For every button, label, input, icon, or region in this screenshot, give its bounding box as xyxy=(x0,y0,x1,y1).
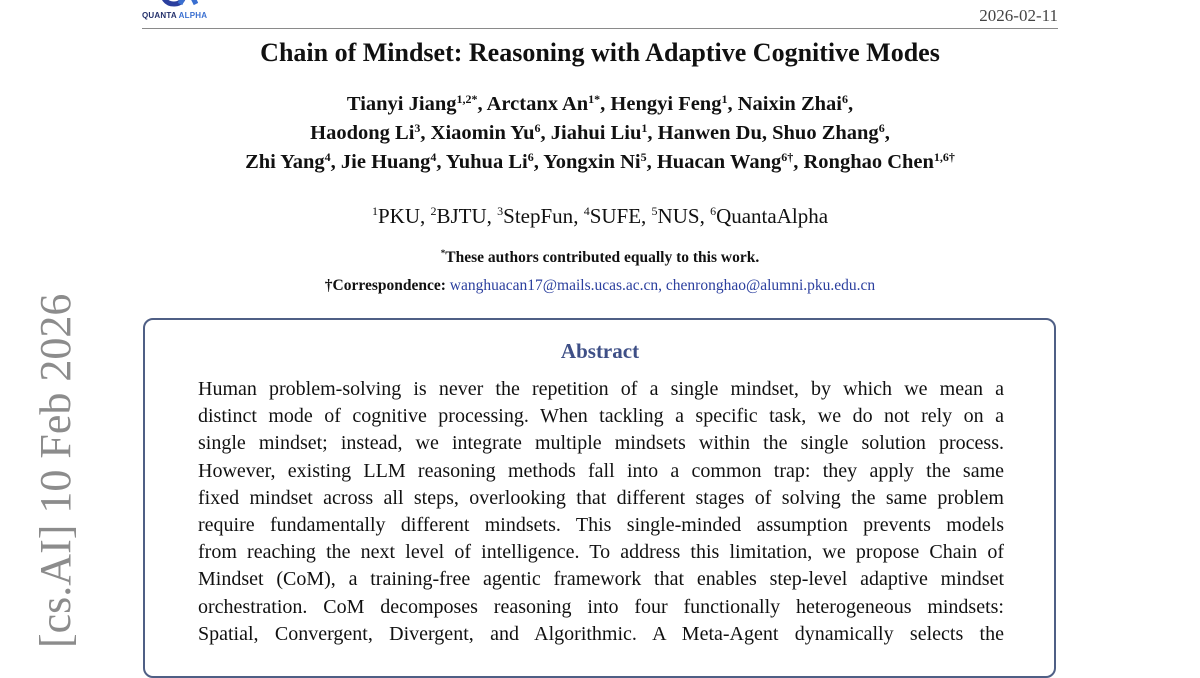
affiliation-name: StepFun xyxy=(503,204,574,228)
author-separator: , xyxy=(884,122,890,144)
author-line xyxy=(0,148,1200,177)
author-separator: , xyxy=(477,93,487,115)
abstract-line: distinct mode of cognitive processing. When tackling a specific task, we do not rely on a xyxy=(198,405,1004,428)
correspondence-emails[interactable]: wanghuacan17@mails.ucas.ac.cn, chenronghao@alumni.pku.edu.cn xyxy=(449,277,876,294)
abstract-line: single mindset; instead, we integrate multiple mindsets within the single solution process. xyxy=(198,432,1004,455)
affiliation-name: QuantaAlpha xyxy=(716,204,829,228)
author-affiliation-mark: 1* xyxy=(588,92,601,106)
author-separator: , xyxy=(847,93,854,115)
abstract-line: Spatial, Convergent, Divergent, and Algorithmic. A Meta-Agent dynamically selects the xyxy=(198,622,1004,645)
author-affiliation-mark: 6 xyxy=(878,121,885,135)
quantaalpha-logo xyxy=(142,0,252,24)
author-separator: , xyxy=(647,122,658,144)
arxiv-margin-stamp: [cs.AI] 10 Feb 2026 xyxy=(31,293,80,648)
author-affiliation-mark: 6 xyxy=(527,150,534,164)
author-name: Hanwen Du xyxy=(657,122,762,144)
author-separator: , xyxy=(330,151,341,173)
correspondence xyxy=(0,277,1200,295)
affiliation-number: 1 xyxy=(371,204,378,218)
author-separator: , xyxy=(646,151,657,173)
author-affiliation-mark: 5 xyxy=(640,150,647,164)
author-affiliation-mark: 6 xyxy=(841,92,848,106)
author-separator: , xyxy=(793,151,804,173)
affiliation-separator: , xyxy=(419,204,431,228)
author-name: Xiaomin Yu xyxy=(430,122,535,144)
author-name: Shuo Zhang xyxy=(772,122,879,144)
author-name: Huacan Wang xyxy=(656,151,782,173)
author-separator: , xyxy=(436,151,446,173)
author-affiliation-mark: 1,2* xyxy=(456,92,478,106)
author-affiliation-mark: 1 xyxy=(641,121,648,135)
abstract-line: Human problem-solving is never the repetition of a single mindset, by which we mean a xyxy=(198,378,1004,400)
affiliation-separator: , xyxy=(486,204,498,228)
author-name: Jie Huang xyxy=(340,151,431,173)
author-list xyxy=(0,90,1200,177)
affiliation-separator: , xyxy=(699,204,711,228)
abstract-line: orchestration. CoM decomposes reasoning into four functionally heterogeneous mindsets: xyxy=(198,595,1004,618)
abstract-line: fixed mindset across all steps, overlooking that different stages of solving the same problem xyxy=(198,486,1004,509)
author-separator: , xyxy=(727,93,738,115)
author-separator: , xyxy=(761,122,773,144)
author-affiliation-mark: 4 xyxy=(430,150,437,164)
affiliation-number: 2 xyxy=(430,204,437,218)
equal-contribution-mark: * xyxy=(440,248,446,258)
author-affiliation-mark: 3 xyxy=(414,121,421,135)
author-name: Tianyi Jiang xyxy=(346,93,457,115)
author-name: Zhi Yang xyxy=(245,151,325,173)
author-name: Hengyi Feng xyxy=(610,93,722,115)
header-date: 2026-02-11 xyxy=(979,6,1058,25)
author-name: Yongxin Ni xyxy=(543,151,641,173)
author-line xyxy=(0,90,1200,119)
author-affiliation-mark: 6 xyxy=(534,121,541,135)
author-name: Ronghao Chen xyxy=(803,151,934,173)
author-separator: , xyxy=(420,122,431,144)
abstract-heading: Abstract xyxy=(560,339,640,363)
paper-title: Chain of Mindset: Reasoning with Adaptive Cognitive Modes xyxy=(260,38,940,67)
header-rule xyxy=(142,28,1058,29)
abstract-body xyxy=(198,376,1004,648)
author-affiliation-mark: 4 xyxy=(324,150,331,164)
affiliation-number: 6 xyxy=(710,204,717,218)
abstract-line: However, existing LLM reasoning methods fall into a common trap: they apply the same xyxy=(198,459,1004,482)
affiliation-name: NUS xyxy=(657,204,700,228)
affiliation-name: SUFE xyxy=(589,204,642,228)
author-separator: , xyxy=(540,122,551,144)
equal-contribution-note xyxy=(0,249,1200,267)
author-name: Jiahui Liu xyxy=(550,122,642,144)
author-affiliation-mark: 6† xyxy=(781,150,794,164)
affiliation-list xyxy=(0,204,1200,229)
affiliation-number: 4 xyxy=(583,204,590,218)
equal-contribution-text: These authors contributed equally to this work. xyxy=(445,249,760,266)
quantaalpha-logo-mark-icon xyxy=(158,0,198,10)
abstract-line: from reaching the next level of intelligence. To address this limitation, we propose Chain of xyxy=(198,541,1004,564)
affiliation-number: 5 xyxy=(651,204,658,218)
author-affiliation-mark: 1 xyxy=(721,92,728,106)
affiliation-name: PKU xyxy=(377,204,420,228)
author-separator: , xyxy=(533,151,544,173)
author-name: Naixin Zhai xyxy=(737,93,842,115)
author-name: Haodong Li xyxy=(310,122,415,144)
abstract-line: Mindset (CoM), a training-free agentic framework that enables step-level adaptive mindset xyxy=(198,568,1004,591)
author-line xyxy=(0,119,1200,148)
author-name: Yuhua Li xyxy=(445,151,528,173)
affiliation-separator: , xyxy=(573,204,584,228)
affiliation-number: 3 xyxy=(497,204,504,218)
logo-wordmark: QUANTA ALPHA xyxy=(142,11,208,20)
author-name: Arctanx An xyxy=(486,93,589,115)
correspondence-label: †Correspondence: xyxy=(324,277,446,294)
abstract-line: require fundamentally different mindsets. This single-minded assumption prevents models xyxy=(198,514,1004,537)
affiliation-name: BJTU xyxy=(436,204,487,228)
author-separator: , xyxy=(600,93,611,115)
affiliation-separator: , xyxy=(641,204,652,228)
author-affiliation-mark: 1,6† xyxy=(933,150,955,164)
